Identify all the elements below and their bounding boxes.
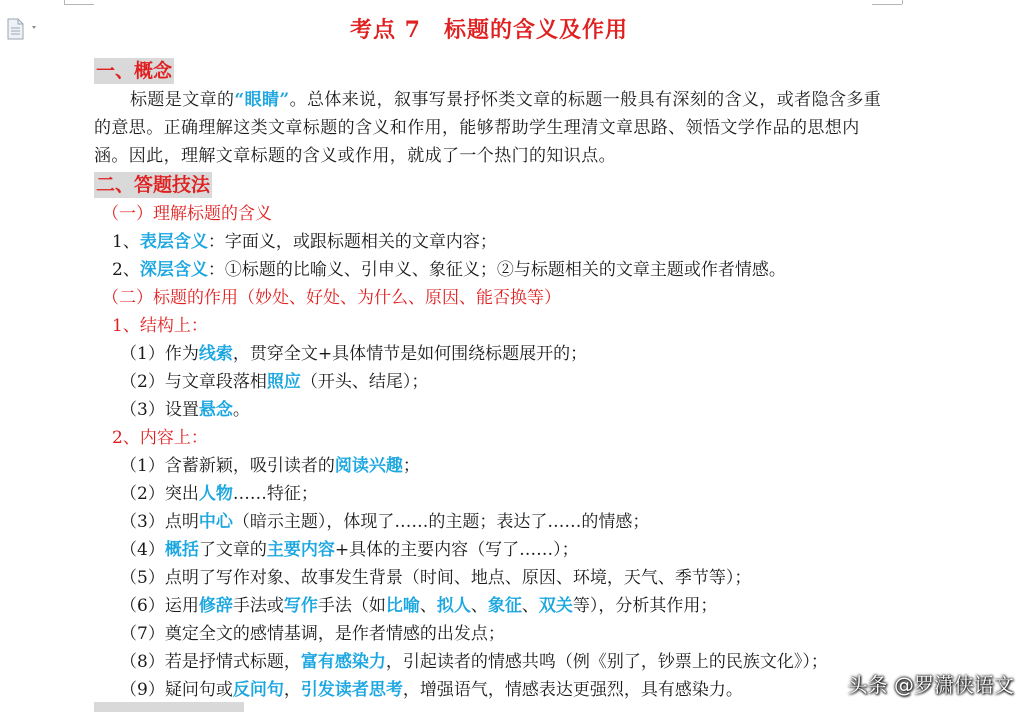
text-run: 、 bbox=[521, 596, 539, 616]
list-item bbox=[94, 508, 884, 536]
next-section-heading-fragment bbox=[94, 702, 244, 712]
list-item bbox=[94, 536, 884, 564]
list-item bbox=[94, 368, 884, 396]
list-item bbox=[94, 256, 884, 284]
text-run: （3）点明 bbox=[120, 512, 199, 532]
text-run: 。总体来说，叙事写景抒怀类文章的标题一般具有深刻的含义，或者隐含多重的意思。正确理解这类文章标题的含义和作用，能够帮助学生理清文章思路、领悟文学作品的思想内涵。因此，理解文章标题的含义或作用，就成了一个热门的知识点。 bbox=[94, 90, 882, 166]
list-item bbox=[94, 564, 884, 592]
crop-mark bbox=[872, 4, 902, 5]
list-item bbox=[94, 676, 884, 704]
highlight-term: 双关 bbox=[538, 596, 573, 616]
text-run: （开头、结尾）； bbox=[300, 372, 429, 392]
highlight-term: 线索 bbox=[198, 344, 233, 364]
meaning-list bbox=[94, 228, 884, 284]
list-item bbox=[94, 648, 884, 676]
content-list bbox=[94, 452, 884, 704]
highlight-term: 概括 bbox=[164, 540, 199, 560]
section-heading-concept: 一、概念 bbox=[96, 60, 173, 82]
text-run: （5）点明了写作对象、故事发生背景（时间、地点、原因、环境，天气、季节等）； bbox=[120, 568, 752, 588]
text-run: （2）突出 bbox=[120, 484, 199, 504]
text-run: （9）疑问句或 bbox=[120, 680, 233, 700]
highlight-term: 主要内容 bbox=[266, 540, 335, 560]
chevron-down-icon bbox=[32, 26, 36, 29]
text-run: 了文章的 bbox=[198, 540, 267, 560]
highlight-term: 阅读兴趣 bbox=[334, 456, 403, 476]
text-run: （4） bbox=[120, 540, 165, 560]
text-run: ：字面义，或跟标题相关的文章内容； bbox=[207, 232, 497, 252]
section-heading-method: 二、答题技法 bbox=[96, 174, 211, 196]
structure-list bbox=[94, 340, 884, 424]
text-run: 等），分析其作用； bbox=[572, 596, 718, 616]
text-run: （1）含蓄新颖，吸引读者的 bbox=[120, 456, 335, 476]
crop-mark bbox=[902, 0, 903, 4]
text-run: 。 bbox=[232, 400, 250, 420]
highlight-term: 比喻 bbox=[385, 596, 420, 616]
text-run: ……特征； bbox=[232, 484, 318, 504]
crop-mark bbox=[64, 4, 94, 5]
highlight-term: 写作 bbox=[283, 596, 318, 616]
text-run: ，增强语气，情感表达更强烈，具有感染力。 bbox=[402, 680, 743, 700]
highlight-term: 引发读者思考 bbox=[300, 680, 403, 700]
highlight-term: 深层含义 bbox=[139, 260, 208, 280]
content-heading: 2、内容上： bbox=[112, 428, 208, 448]
highlight-term: 拟人 bbox=[436, 596, 471, 616]
list-item bbox=[94, 592, 884, 620]
text-run: 手法或 bbox=[232, 596, 284, 616]
text-run: +具体的主要内容（写了……）； bbox=[334, 540, 579, 560]
text-run: 、 bbox=[419, 596, 437, 616]
highlight-term: “眼睛” bbox=[234, 90, 290, 110]
text-run: ，贯穿全文+具体情节是如何围绕标题展开的； bbox=[232, 344, 588, 364]
text-run: 1、 bbox=[112, 232, 140, 252]
text-run: ； bbox=[402, 456, 420, 476]
document-icon bbox=[4, 18, 40, 40]
structure-heading: 1、结构上： bbox=[112, 316, 208, 336]
list-item bbox=[94, 396, 884, 424]
document-page bbox=[94, 12, 884, 704]
page-title: 考点 7 标题的含义及作用 bbox=[350, 17, 628, 43]
text-run: （7）奠定全文的感情基调，是作者情感的出发点； bbox=[120, 624, 505, 644]
highlight-term: 修辞 bbox=[198, 596, 233, 616]
subheading-meaning: （一）理解标题的含义 bbox=[102, 204, 272, 224]
text-run: （8）若是抒情式标题， bbox=[120, 652, 301, 672]
text-run: （1）作为 bbox=[120, 344, 199, 364]
watermark bbox=[848, 669, 1014, 698]
highlight-term: 反问句 bbox=[232, 680, 284, 700]
text-run: （暗示主题），体现了……的主题；表达了……的情感； bbox=[232, 512, 650, 532]
highlight-term: 悬念 bbox=[198, 400, 233, 420]
highlight-term: 人物 bbox=[198, 484, 233, 504]
text-run: （3）设置 bbox=[120, 400, 199, 420]
text-run: 手法（如 bbox=[317, 596, 386, 616]
concept-paragraph bbox=[94, 86, 884, 170]
highlight-term: 照应 bbox=[266, 372, 301, 392]
text-run: 2、 bbox=[112, 260, 140, 280]
list-item bbox=[94, 228, 884, 256]
subheading-function: （二）标题的作用（妙处、好处、为什么、原因、能否换等） bbox=[102, 288, 561, 308]
highlight-term: 中心 bbox=[198, 512, 233, 532]
watermark-text: 头条 @罗潇侠语文 bbox=[847, 673, 1014, 697]
text-run: ：①标题的比喻义、引申义、象征义；②与标题相关的文章主题或作者情感。 bbox=[207, 260, 786, 280]
highlight-term: 表层含义 bbox=[139, 232, 208, 252]
text-run: （6）运用 bbox=[120, 596, 199, 616]
highlight-term: 富有感染力 bbox=[300, 652, 386, 672]
list-item bbox=[94, 340, 884, 368]
text-run: 、 bbox=[470, 596, 488, 616]
list-item bbox=[94, 452, 884, 480]
text-run: ，引起读者的情感共鸣（例《别了，钞票上的民族文化》）； bbox=[385, 652, 828, 672]
list-item bbox=[94, 620, 884, 648]
list-item bbox=[94, 480, 884, 508]
text-run: （2）与文章段落相 bbox=[120, 372, 267, 392]
highlight-term: 象征 bbox=[487, 596, 522, 616]
text-run: 标题是文章的 bbox=[130, 90, 235, 110]
document-menu[interactable] bbox=[4, 18, 40, 40]
text-run: ， bbox=[283, 680, 301, 700]
